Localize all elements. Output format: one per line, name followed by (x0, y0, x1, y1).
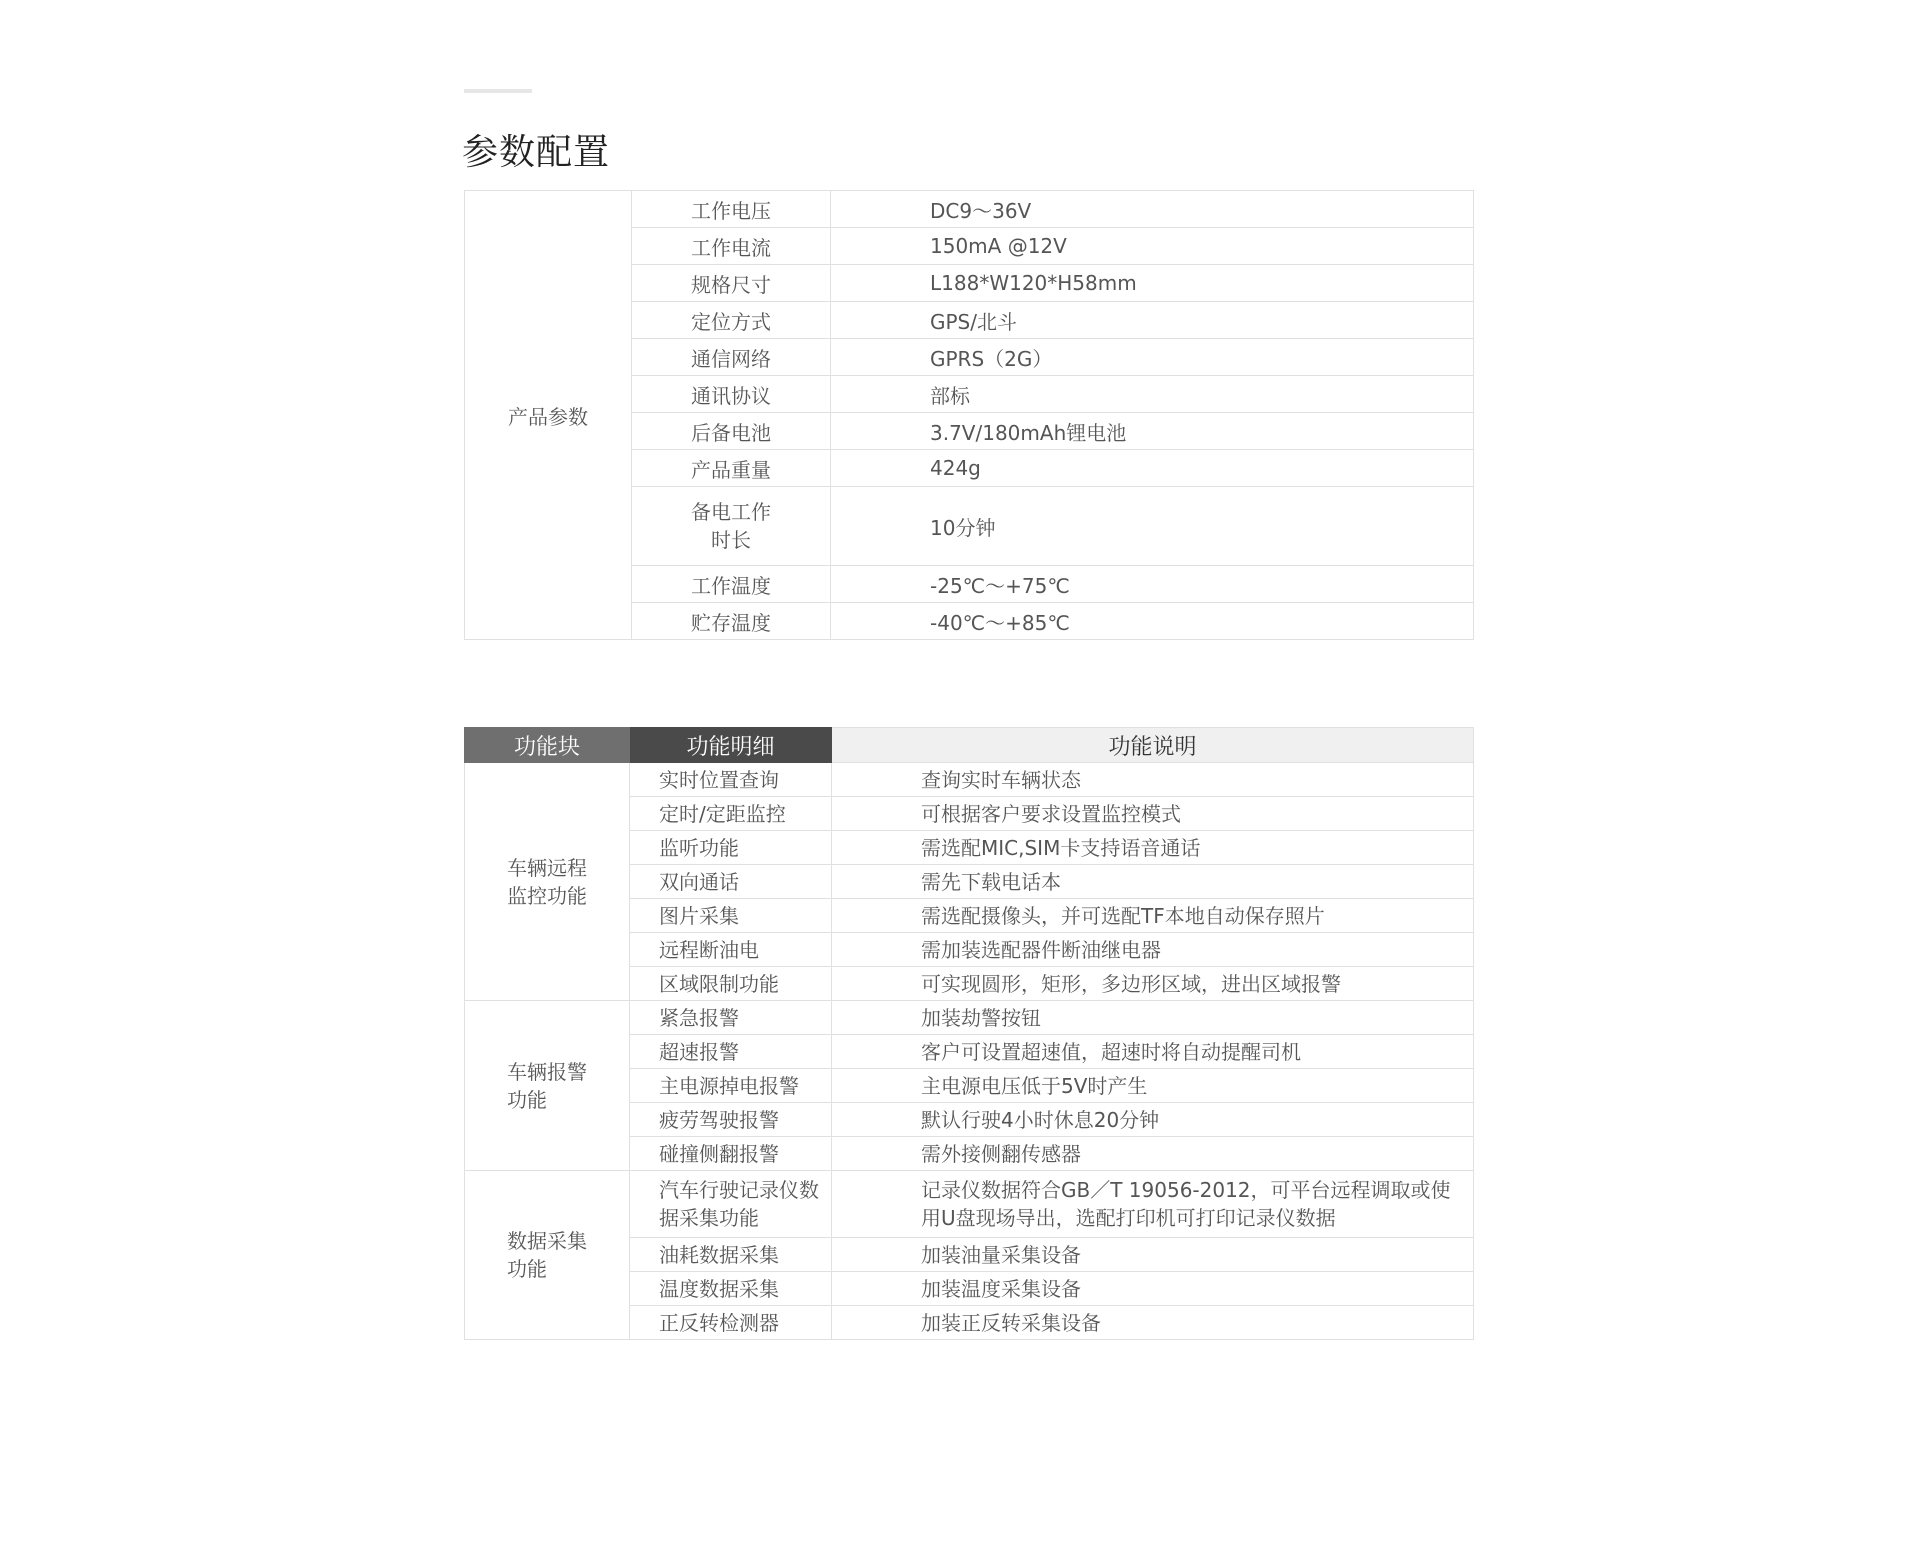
spec-value: GPS/北斗 (831, 302, 1474, 339)
function-group-text: 车辆远程监控功能 (507, 855, 587, 908)
header-function-detail: 功能明细 (630, 728, 832, 763)
function-desc: 可实现圆形，矩形，多边形区域，进出区域报警 (832, 967, 1474, 1001)
function-desc: 加装劫警按钮 (832, 1001, 1474, 1035)
function-item: 超速报警 (630, 1035, 832, 1069)
function-group-text: 车辆报警功能 (507, 1059, 587, 1112)
function-group-label (465, 763, 630, 1001)
spec-name (632, 487, 831, 566)
function-desc: 加装正反转采集设备 (832, 1306, 1474, 1340)
function-item: 碰撞侧翻报警 (630, 1137, 832, 1171)
function-table-header (465, 728, 1474, 763)
function-group-label (465, 1171, 630, 1340)
spec-name: 后备电池 (632, 413, 831, 450)
function-group-label (465, 1001, 630, 1171)
function-item: 实时位置查询 (630, 763, 832, 797)
function-item: 监听功能 (630, 831, 832, 865)
function-desc: 可根据客户要求设置监控模式 (832, 797, 1474, 831)
page-title: 参数配置 (462, 132, 611, 173)
function-item: 主电源掉电报警 (630, 1069, 832, 1103)
function-item: 区域限制功能 (630, 967, 832, 1001)
spec-value: L188*W120*H58mm (831, 265, 1474, 302)
title-accent-bar (464, 89, 532, 93)
function-item: 疲劳驾驶报警 (630, 1103, 832, 1137)
function-desc-text: 记录仪数据符合GB／T 19056-2012，可平台远程调取或使用U盘现场导出，选配打印机可打印记录仪数据 (921, 1178, 1451, 1230)
spec-value: -40℃～+85℃ (831, 603, 1474, 640)
spec-value: 部标 (831, 376, 1474, 413)
function-table (464, 727, 1474, 1340)
spec-name: 工作温度 (632, 566, 831, 603)
spec-table (464, 190, 1474, 640)
spec-name: 通讯协议 (632, 376, 831, 413)
spec-name-text: 备电工作时长 (691, 500, 771, 552)
function-desc: 默认行驶4小时休息20分钟 (832, 1103, 1474, 1137)
spec-value: -25℃～+75℃ (831, 566, 1474, 603)
function-item (630, 1171, 832, 1238)
spec-value: 10分钟 (831, 487, 1474, 566)
function-desc: 需选配MIC,SIM卡支持语音通话 (832, 831, 1474, 865)
spec-value: DC9～36V (831, 191, 1474, 228)
spec-name: 定位方式 (632, 302, 831, 339)
spec-name: 工作电压 (632, 191, 831, 228)
spec-name: 产品重量 (632, 450, 831, 487)
spec-name: 贮存温度 (632, 603, 831, 640)
spec-value: 150mA @12V (831, 228, 1474, 265)
spec-name: 通信网络 (632, 339, 831, 376)
table-row (465, 1171, 1474, 1238)
spec-name: 工作电流 (632, 228, 831, 265)
function-desc: 需选配摄像头，并可选配TF本地自动保存照片 (832, 899, 1474, 933)
function-desc: 查询实时车辆状态 (832, 763, 1474, 797)
function-desc: 需外接侧翻传感器 (832, 1137, 1474, 1171)
table-row (465, 1001, 1474, 1035)
function-desc: 需加装选配器件断油继电器 (832, 933, 1474, 967)
function-item-text: 汽车行驶记录仪数据采集功能 (659, 1178, 819, 1230)
function-item: 紧急报警 (630, 1001, 832, 1035)
spec-name: 规格尺寸 (632, 265, 831, 302)
function-item: 油耗数据采集 (630, 1238, 832, 1272)
function-desc (832, 1171, 1474, 1238)
header-function-desc: 功能说明 (832, 728, 1474, 763)
function-item: 图片采集 (630, 899, 832, 933)
spec-value: 3.7V/180mAh锂电池 (831, 413, 1474, 450)
function-item: 温度数据采集 (630, 1272, 832, 1306)
function-item: 定时/定距监控 (630, 797, 832, 831)
function-desc: 加装温度采集设备 (832, 1272, 1474, 1306)
function-desc: 加装油量采集设备 (832, 1238, 1474, 1272)
function-desc: 主电源电压低于5V时产生 (832, 1069, 1474, 1103)
function-item: 正反转检测器 (630, 1306, 832, 1340)
spec-value: GPRS（2G） (831, 339, 1474, 376)
spec-row (465, 191, 1474, 228)
function-desc: 客户可设置超速值，超速时将自动提醒司机 (832, 1035, 1474, 1069)
spec-group-label: 产品参数 (465, 191, 632, 640)
function-item: 双向通话 (630, 865, 832, 899)
header-function-block: 功能块 (465, 728, 630, 763)
function-group-text: 数据采集功能 (507, 1229, 587, 1281)
table-row (465, 763, 1474, 797)
function-desc: 需先下载电话本 (832, 865, 1474, 899)
function-item: 远程断油电 (630, 933, 832, 967)
spec-value: 424g (831, 450, 1474, 487)
